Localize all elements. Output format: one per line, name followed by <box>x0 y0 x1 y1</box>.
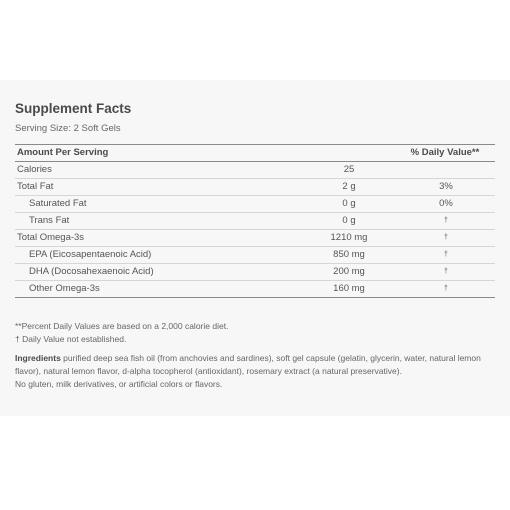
header-daily-value: % Daily Value** <box>410 147 480 158</box>
row-dv: † <box>444 234 448 241</box>
row-amount: 0 g <box>342 215 356 226</box>
row-amount: 160 mg <box>333 283 365 294</box>
row-label: Trans Fat <box>29 215 70 226</box>
row-dv: † <box>444 268 448 275</box>
row-label: Saturated Fat <box>29 198 87 209</box>
row-dv: 3% <box>439 181 453 192</box>
supplement-facts-panel <box>0 80 510 416</box>
table-row-total-fat <box>15 179 495 196</box>
ingredients-paragraph <box>15 352 500 378</box>
row-label: Total Omega-3s <box>17 232 85 243</box>
facts-table <box>15 144 495 298</box>
row-amount: 25 <box>343 164 355 175</box>
row-label: EPA (Eicosapentaenoic Acid) <box>29 249 152 260</box>
row-amount: 1210 mg <box>330 232 368 243</box>
ingredients-block <box>15 352 500 390</box>
row-amount: 2 g <box>342 181 356 192</box>
panel-title: Supplement Facts <box>15 101 132 116</box>
table-header <box>15 145 495 162</box>
table-row-trans-fat <box>15 213 495 230</box>
ingredients-label: Ingredients <box>15 353 61 363</box>
row-amount: 0 g <box>342 198 356 209</box>
row-label: Calories <box>17 164 52 175</box>
table-row-other-omega-3s <box>15 281 495 298</box>
serving-size: Serving Size: 2 Soft Gels <box>15 123 121 134</box>
free-from-statement: No gluten, milk derivatives, or artificial colors or flavors. <box>15 378 223 389</box>
row-dv: 0% <box>439 198 453 209</box>
table-row-epa <box>15 247 495 264</box>
table-row-total-omega-3s <box>15 230 495 247</box>
row-label: Total Fat <box>17 181 54 192</box>
table-row-saturated-fat <box>15 196 495 213</box>
row-dv: † <box>444 217 448 224</box>
row-amount: 850 mg <box>333 249 365 260</box>
table-row-dha <box>15 264 495 281</box>
row-label: Other Omega-3s <box>29 283 100 294</box>
percent-dv-note: **Percent Daily Values are based on a 2,000 calorie diet. <box>15 321 229 331</box>
header-amount-per-serving: Amount Per Serving <box>17 147 109 158</box>
row-dv: † <box>444 285 448 292</box>
table-row-calories <box>15 162 495 179</box>
ingredients-text: purified deep sea fish oil (from anchovies and sardines), soft gel capsule (gelatin, glycerin, water, natural lemon flavor), natural lemon flavor, d-alpha tocopherol (antioxidant), rosemary extract (a natural preservative). <box>15 353 481 376</box>
row-label: DHA (Docosahexaenoic Acid) <box>29 266 154 277</box>
row-amount: 200 mg <box>333 266 365 277</box>
row-dv: † <box>444 251 448 258</box>
dagger-note: † Daily Value not established. <box>15 334 127 344</box>
footnotes <box>15 320 500 346</box>
